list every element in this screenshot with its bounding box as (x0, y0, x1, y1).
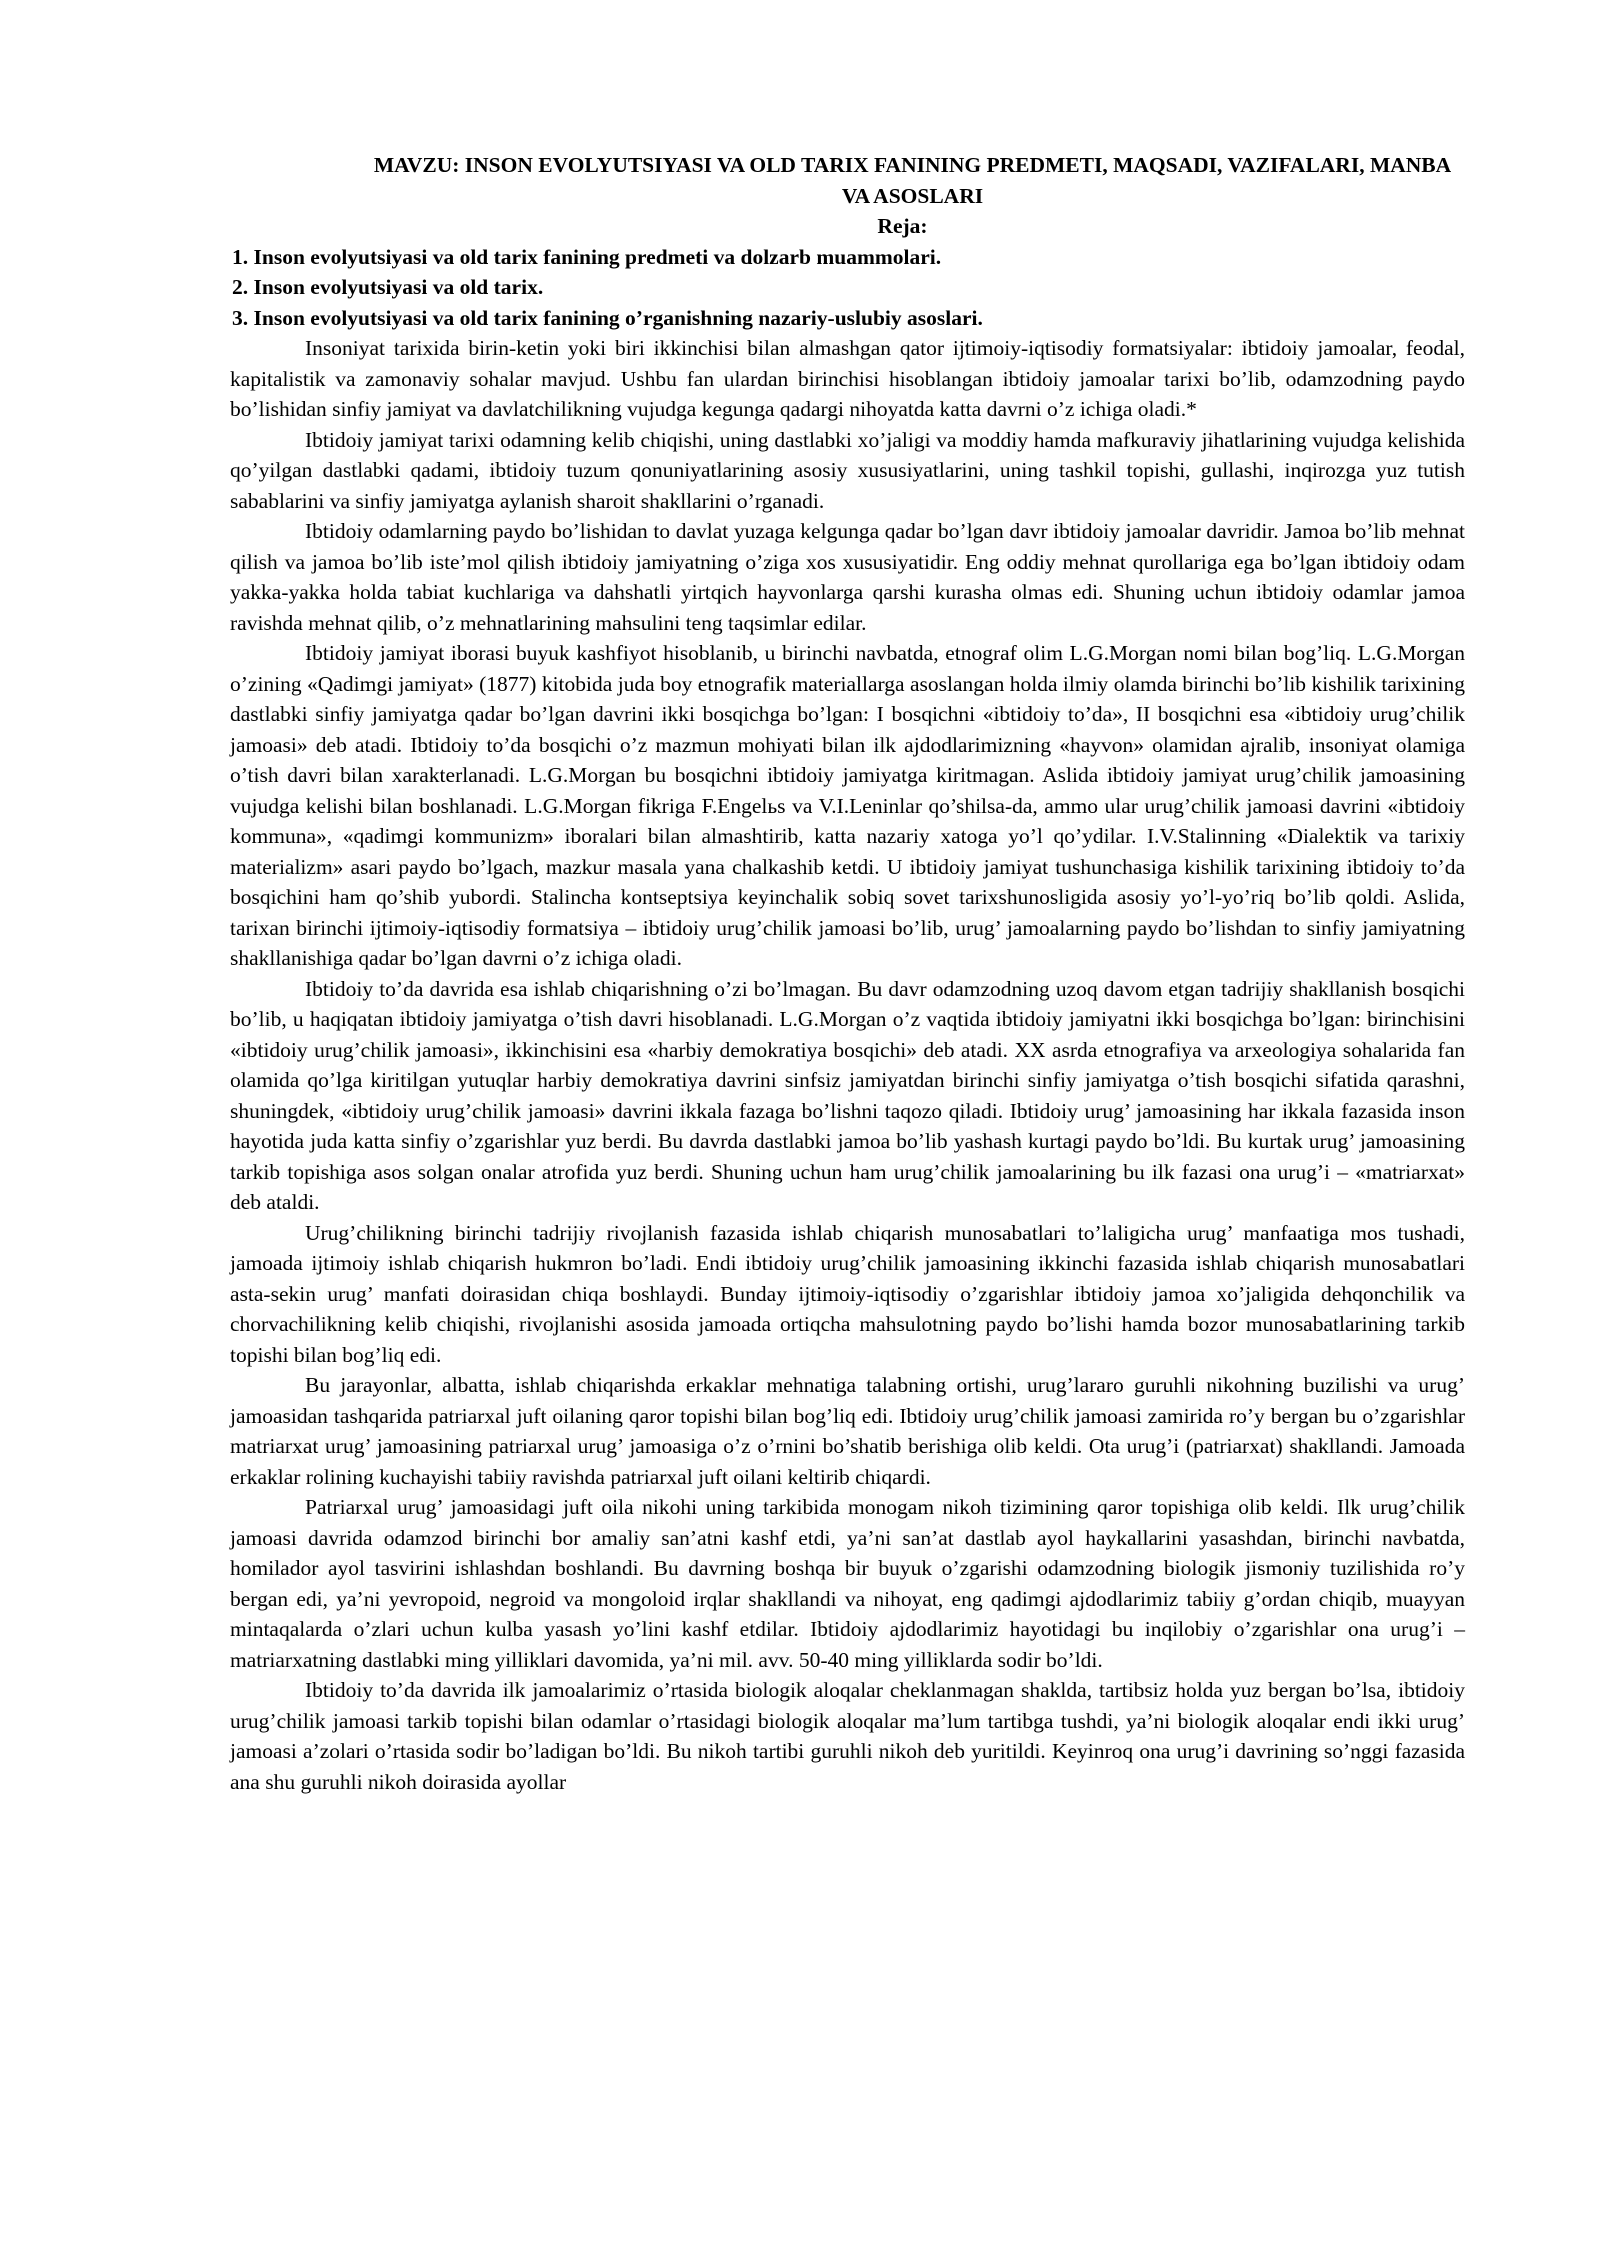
paragraph: Ibtidoiy jamiyat iborasi buyuk kashfiyot hisoblanib, u birinchi navbatda, etnograf olim L.G.Morgan nomi bilan bog’liq. L.G.Morgan o’zining «Qadimgi jamiyat» (1877) kitobida juda boy etnografik materiallarga asoslangan holda ilmiy olamda birinchi bo’lib kishilik tarixining dastlabki sinfiy jamiyatga qadar bo’lgan davrini ikki bosqichga bo’lgan: I bosqichni «ibtidoiy to’da», II bosqichni esa «ibtidoiy urug’chilik jamoasi» deb atadi. Ibtidoiy to’da bosqichi o’z mazmun mohiyati bilan ilk ajdodlarimizning «hayvon» olamidan ajralib, insoniyat olamiga o’tish davri bilan xarakterlanadi. L.G.Morgan bu bosqichni ibtidoiy jamiyatga kiritmagan. Aslida ibtidoiy jamiyat urug’chilik jamoasining vujudga kelishi bilan boshlanadi. L.G.Morgan fikriga F.Engelьs va V.I.Leninlar qo’shilsa-da, ammo ular urug’chilik jamoasi davrini «ibtidoiy kommuna», «qadimgi kommunizm» iboralari bilan almashtirib, katta nazariy xatoga yo’l qo’ydilar. I.V.Stalinning «Dialektik va tarixiy materializm» asari paydo bo’lgach, mazkur masala yana chalkashib ketdi. U ibtidoiy jamiyat tushunchasiga kishilik tarixining ibtidoiy to’da bosqichini ham qo’shib yubordi. Stalincha kontseptsiya keyinchalik sobiq sovet tarixshunosligida asosiy yo’l-yo’riq bo’lib qoldi. Aslida, tarixan birinchi ijtimoiy-iqtisodiy formatsiya – ibtidoiy urug’chilik jamoasi bo’lib, urug’ jamoalarning paydo bo’lishdan to sinfiy jamiyatning shakllanishiga qadar bo’lgan davrni o’z ichiga oladi. (230, 641, 1465, 970)
paragraph: Ibtidoiy to’da davrida esa ishlab chiqarishning o’zi bo’lmagan. Bu davr odamzodning uzoq davom etgan tadrijiy shakllanish bosqichi bo’lib, u haqiqatan ibtidoiy jamiyatga o’tish davri hisoblanadi. L.G.Morgan o’z vaqtida ibtidoiy jamiyatni ikki bosqichga bo’lgan: birinchisini «ibtidoiy urug’chilik jamoasi», ikkinchisini esa «harbiy demokratiya bosqichi» deb atadi. XX asrda etnografiya va arxeologiya sohalarida fan olamida qo’lga kiritilgan yutuqlar harbiy demokratiya davrini sinfsiz jamiyatdan birinchi sinfiy jamiyatga o’tish bosqichi sifatida qarashni, shuningdek, «ibtidoiy urug’chilik jamoasi» davrini ikkala fazaga bo’lishni taqozo qiladi. Ibtidoiy urug’ jamoasining har ikkala fazasida inson hayotida juda katta sinfiy o’zgarishlar yuz berdi. Bu davrda dastlabki jamoa bo’lib yashash kurtagi paydo bo’ldi. Bu kurtak urug’ jamoasining tarkib topishiga asos solgan onalar atrofida yuz berdi. Shuning uchun ham urug’chilik jamoalarining bu ilk fazasi ona urug’i – «matriarxat» deb ataldi. (230, 976, 1465, 1214)
plan-heading: Reja: (877, 214, 928, 238)
document-title: MAVZU: INSON EVOLYUTSIYASI VA OLD TARIX FANINING PREDMETI, MAQSADI, VAZIFALARI, MANBA VA ASOSLARI (373, 153, 1452, 208)
paragraph: Ibtidoiy to’da davrida ilk jamoalarimiz o’rtasida biologik aloqalar cheklanmagan shaklda, tartibsiz holda yuz bergan bo’lsa, ibtidoiy urug’chilik jamoasi tarkib topishi bilan odamlar o’rtasidagi biologik aloqalar ma’lum tartibga tushdi, ya’ni biologik aloqalar endi ikki urug’ jamoasi a’zolari o’rtasida sodir bo’ladigan bo’ldi. Bu nikoh tartibi guruhli nikoh deb yuritildi. Keyinroq ona urug’i davrining so’nggi fazasida ana shu guruhli nikoh doirasida ayollar (230, 1678, 1465, 1794)
plan-item: 3. Inson evolyutsiyasi va old tarix fanining o’rganishning nazariy-uslubiy asoslari. (232, 305, 983, 330)
paragraph: Patriarxal urug’ jamoasidagi juft oila nikohi uning tarkibida monogam nikoh tizimining qaror topishiga olib keldi. Ilk urug’chilik jamoasi davrida odamzod birinchi bor amaliy san’atni kashf etdi, ya’ni san’at dastlab ayol haykallarini yasashdan, birinchi navbatda, homilador ayol tasvirini ishlashdan boshlandi. Bu davrning boshqa bir buyuk o’zgarishi odamzodning biologik jismoniy tuzilishida ro’y bergan edi, ya’ni yevropoid, negroid va mongoloid irqlar shakllandi va nihoyat, eng qadimgi ajdodlarimiz tabiiy g’ordan chiqib, muayyan mintaqalarda o’zlari uchun kulba yasash yo’lini kashf etdilar. Ibtidoiy ajdodlarimiz hayotidagi bu inqilobiy o’zgarishlar ona urug’i – matriarxatning dastlabki ming yilliklari davomida, ya’ni mil. avv. 50-40 ming yilliklarda sodir bo’ldi. (230, 1495, 1465, 1672)
paragraph: Ibtidoiy jamiyat tarixi odamning kelib chiqishi, uning dastlabki xo’jaligi va moddiy hamda mafkuraviy jihatlarining vujudga kelishida qo’yilgan dastlabki qadami, ibtidoiy tuzum qonuniyatlarining asosiy xususiyatlarini, uning tashkil topishi, gullashi, inqirozga yuz tutish sabablarini va sinfiy jamiyatga aylanish sharoit shakllarini o’rganadi. (230, 427, 1465, 513)
document-page (230, 150, 1465, 1797)
paragraph: Bu jarayonlar, albatta, ishlab chiqarishda erkaklar mehnatiga talabning ortishi, urug’lararo guruhli nikohning buzilishi va urug’ jamoasidan tashqarida patriarxal juft oilaning qaror topishi bilan bog’liq edi. Ibtidoiy urug’chilik jamoasi zamirida ro’y bergan bu o’zgarishlar matriarxat urug’ jamoasining patriarxal urug’ jamoasiga o’z o’rnini bo’shatib berishiga olib keldi. Ota urug’i (patriarxat) shakllandi. Jamoada erkaklar rolining kuchayishi tabiiy ravishda patriarxal juft oilani keltirib chiqardi. (230, 1373, 1465, 1489)
plan-item: 2. Inson evolyutsiyasi va old tarix. (232, 275, 544, 299)
paragraph: Insoniyat tarixida birin-ketin yoki biri ikkinchisi bilan almashgan qator ijtimoiy-iqtisodiy formatsiyalar: ibtidoiy jamoalar, feodal, kapitalistik va zamonaviy sohalar mavjud. Ushbu fan ulardan birinchisi hisoblangan ibtidoiy jamoalar tarixi bo’lib, odamzodning paydo bo’lishidan sinfiy jamiyat va davlatchilikning vujudga kegunga qadargi nihoyatda katta davrni o’z ichiga oladi.* (230, 336, 1465, 421)
paragraph: Urug’chilikning birinchi tadrijiy rivojlanish fazasida ishlab chiqarish munosabatlari to’laligicha urug’ manfaatiga mos tushadi, jamoada ijtimoiy ishlab chiqarish hukmron bo’ladi. Endi ibtidoiy urug’chilik jamoasining ikkinchi fazasida ishlab chiqarish munosabatlari asta-sekin urug’ manfati doirasidan chiqa boshlaydi. Bunday ijtimoiy-iqtisodiy o’zgarishlar ibtidoiy jamoa xo’jaligida dehqonchilik va chorvachilikning kelib chiqishi, rivojlanishi asosida jamoada ortiqcha mahsulotning paydo bo’lishi hamda bozor munosabatlarining tarkib topishi bilan bog’liq edi. (230, 1220, 1465, 1367)
paragraph: Ibtidoiy odamlarning paydo bo’lishidan to davlat yuzaga kelgunga qadar bo’lgan davr ibtidoiy jamoalar davridir. Jamoa bo’lib mehnat qilish va jamoa bo’lib iste’mol qilish ibtidoiy jamiyatning o’ziga xos xususiyatidir. Eng oddiy mehnat qurollariga ega bo’lgan ibtidoiy odam yakka-yakka holda tabiat kuchlariga va dahshatli yirtqich hayvonlarga qarshi kurasha olmas edi. Shuning uchun ibtidoiy odamlar jamoa ravishda mehnat qilib, o’z mehnatlarining mahsulini teng taqsimlar edilar. (230, 519, 1465, 635)
plan-list (230, 242, 1465, 334)
plan-item: 1. Inson evolyutsiyasi va old tarix fanining predmeti va dolzarb muammolari. (232, 244, 942, 269)
